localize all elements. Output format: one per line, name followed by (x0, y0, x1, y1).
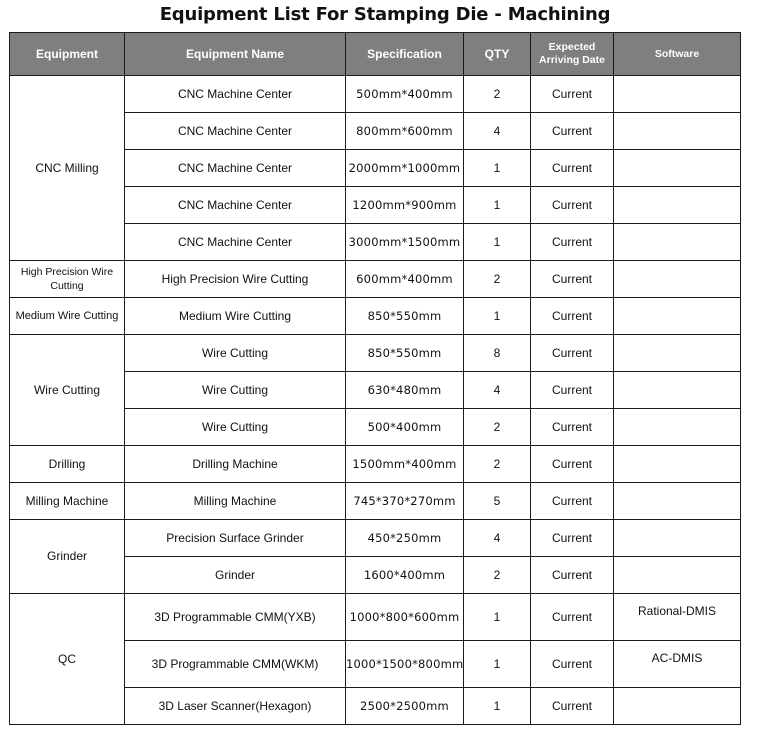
equipment-table (9, 32, 741, 725)
date-cell: Current (531, 187, 614, 224)
software-cell (614, 298, 741, 335)
date-cell: Current (531, 372, 614, 409)
table-row (10, 335, 741, 372)
date-cell: Current (531, 335, 614, 372)
header-specification: Specification (346, 33, 464, 76)
table-row (10, 261, 741, 298)
equipment-name-cell: CNC Machine Center (125, 187, 346, 224)
date-cell: Current (531, 261, 614, 298)
software-cell (614, 150, 741, 187)
software-cell (614, 224, 741, 261)
qty-cell: 4 (464, 520, 531, 557)
software-cell (614, 688, 741, 725)
specification-cell: 745*370*270mm (346, 483, 464, 520)
equipment-name-cell: Wire Cutting (125, 409, 346, 446)
table-row (10, 594, 741, 641)
date-cell: Current (531, 557, 614, 594)
equipment-name-cell: CNC Machine Center (125, 113, 346, 150)
equipment-name-cell: Wire Cutting (125, 335, 346, 372)
date-cell: Current (531, 113, 614, 150)
specification-cell: 600mm*400mm (346, 261, 464, 298)
software-cell (614, 113, 741, 150)
qty-cell: 1 (464, 641, 531, 688)
date-cell: Current (531, 483, 614, 520)
specification-cell: 2500*2500mm (346, 688, 464, 725)
header-expected-date (531, 33, 614, 76)
equipment-name-cell: 3D Programmable CMM(WKM) (125, 641, 346, 688)
qty-cell: 1 (464, 688, 531, 725)
equipment-name-cell: Grinder (125, 557, 346, 594)
date-cell: Current (531, 594, 614, 641)
table-row (10, 520, 741, 557)
equipment-name-cell: 3D Laser Scanner(Hexagon) (125, 688, 346, 725)
group-qc: QC (10, 594, 125, 725)
equipment-name-cell: Milling Machine (125, 483, 346, 520)
specification-cell: 1500mm*400mm (346, 446, 464, 483)
qty-cell: 1 (464, 150, 531, 187)
qty-cell: 2 (464, 409, 531, 446)
software-cell (614, 76, 741, 113)
date-cell: Current (531, 298, 614, 335)
date-cell: Current (531, 688, 614, 725)
qty-cell: 5 (464, 483, 531, 520)
equipment-name-cell: High Precision Wire Cutting (125, 261, 346, 298)
software-cell (614, 520, 741, 557)
group-high-precision-wire (10, 261, 125, 298)
software-cell (614, 335, 741, 372)
specification-cell: 630*480mm (346, 372, 464, 409)
group-grinder: Grinder (10, 520, 125, 594)
equipment-name-cell: Drilling Machine (125, 446, 346, 483)
qty-cell: 1 (464, 224, 531, 261)
specification-cell: 1000*1500*800mm (346, 641, 464, 688)
specification-cell: 1600*400mm (346, 557, 464, 594)
qty-cell: 2 (464, 76, 531, 113)
group-medium-wire: Medium Wire Cutting (10, 298, 125, 335)
header-equipment-name: Equipment Name (125, 33, 346, 76)
software-cell (614, 446, 741, 483)
group-wire-cutting: Wire Cutting (10, 335, 125, 446)
header-qty: QTY (464, 33, 531, 76)
specification-cell: 500*400mm (346, 409, 464, 446)
software-cell (614, 261, 741, 298)
software-cell: AC-DMIS (614, 641, 741, 688)
group-drilling: Drilling (10, 446, 125, 483)
qty-cell: 4 (464, 113, 531, 150)
date-cell: Current (531, 446, 614, 483)
qty-cell: 2 (464, 261, 531, 298)
qty-cell: 8 (464, 335, 531, 372)
date-cell: Current (531, 520, 614, 557)
specification-cell: 3000mm*1500mm (346, 224, 464, 261)
qty-cell: 2 (464, 557, 531, 594)
equipment-name-cell: 3D Programmable CMM(YXB) (125, 594, 346, 641)
qty-cell: 1 (464, 187, 531, 224)
specification-cell: 850*550mm (346, 335, 464, 372)
equipment-name-cell: Precision Surface Grinder (125, 520, 346, 557)
software-cell (614, 372, 741, 409)
table-row (10, 483, 741, 520)
qty-cell: 1 (464, 298, 531, 335)
date-cell: Current (531, 76, 614, 113)
software-cell: Rational-DMIS (614, 594, 741, 641)
header-equipment: Equipment (10, 33, 125, 76)
table-row (10, 76, 741, 113)
specification-cell: 1200mm*900mm (346, 187, 464, 224)
group-milling-machine: Milling Machine (10, 483, 125, 520)
specification-cell: 2000mm*1000mm (346, 150, 464, 187)
page-title: Equipment List For Stamping Die - Machining (159, 4, 611, 25)
header-expected-line1: Expected (548, 41, 596, 53)
table-row (10, 298, 741, 335)
qty-cell: 2 (464, 446, 531, 483)
date-cell: Current (531, 641, 614, 688)
group-hp-line1: High Precision Wire (20, 266, 114, 278)
equipment-name-cell: CNC Machine Center (125, 150, 346, 187)
qty-cell: 4 (464, 372, 531, 409)
equipment-name-cell: CNC Machine Center (125, 224, 346, 261)
software-cell (614, 557, 741, 594)
table-row (10, 446, 741, 483)
software-cell (614, 187, 741, 224)
software-cell (614, 409, 741, 446)
date-cell: Current (531, 224, 614, 261)
specification-cell: 850*550mm (346, 298, 464, 335)
equipment-name-cell: CNC Machine Center (125, 76, 346, 113)
specification-cell: 500mm*400mm (346, 76, 464, 113)
equipment-name-cell: Medium Wire Cutting (125, 298, 346, 335)
specification-cell: 450*250mm (346, 520, 464, 557)
header-software: Software (614, 33, 741, 76)
equipment-name-cell: Wire Cutting (125, 372, 346, 409)
group-hp-line2: Cutting (50, 280, 84, 292)
header-expected-line2: Arriving Date (539, 54, 605, 66)
specification-cell: 800mm*600mm (346, 113, 464, 150)
specification-cell: 1000*800*600mm (346, 594, 464, 641)
group-cnc-milling: CNC Milling (10, 76, 125, 261)
software-cell (614, 483, 741, 520)
date-cell: Current (531, 150, 614, 187)
header-row (10, 33, 741, 76)
date-cell: Current (531, 409, 614, 446)
qty-cell: 1 (464, 594, 531, 641)
